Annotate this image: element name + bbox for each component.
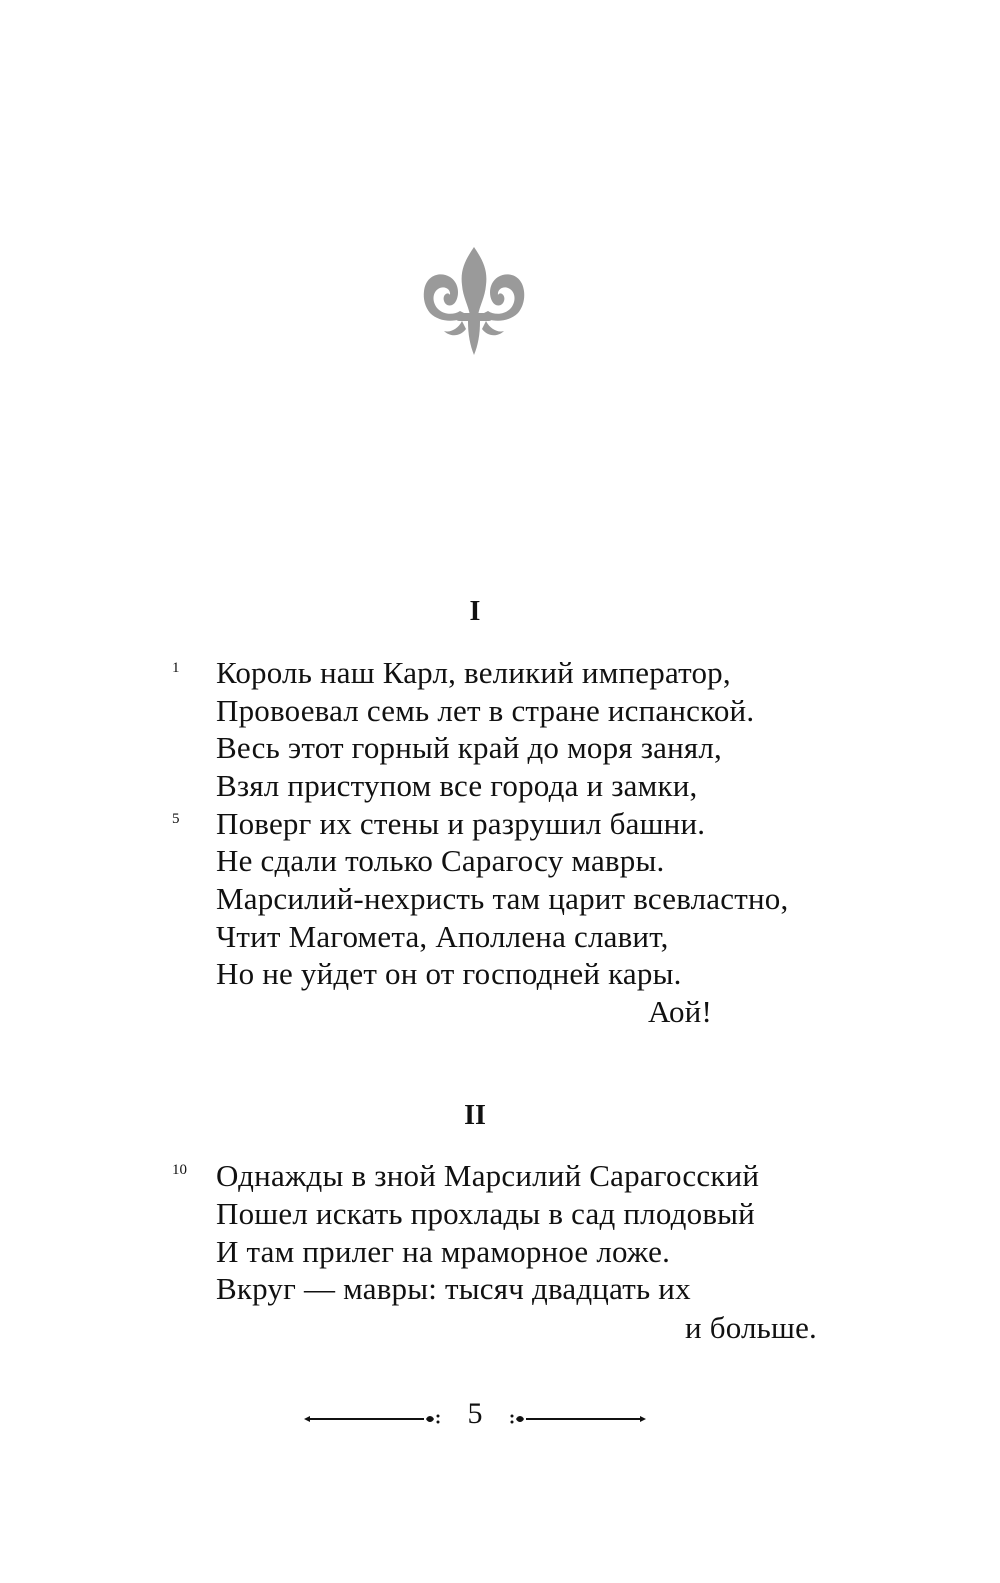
section-heading: II: [464, 1100, 486, 1131]
verse-line: Пошел искать прохлады в сад плодовый: [216, 1196, 755, 1231]
page-number: 5: [467, 1397, 483, 1430]
verse-line: Провоевал семь лет в стране испанской.: [216, 693, 755, 728]
verse-line: Вкруг — мавры: тысяч двадцать их: [216, 1271, 691, 1306]
verse-line: Король наш Карл, великий император,: [216, 655, 731, 690]
verse-line: Взял приступом все города и замки,: [216, 768, 698, 803]
verse-continuation: и больше.: [685, 1310, 817, 1345]
verse-line: И там прилег на мраморное ложе.: [216, 1234, 671, 1269]
page-footer: [300, 1396, 650, 1436]
fleur-de-lis-icon: [420, 245, 528, 357]
verse-line: Не сдали только Сарагосу мавры.: [216, 843, 665, 878]
verse-line: Однажды в зной Марсилий Сарагосский: [216, 1158, 760, 1193]
section-heading: I: [469, 596, 481, 627]
line-number: 1: [172, 660, 180, 676]
verse-line: Весь этот горный край до моря занял,: [216, 730, 722, 765]
verse-line: Марсилий-нехристь там царит всевластно,: [216, 881, 789, 916]
line-number: 10: [172, 1162, 187, 1178]
verse-line: Поверг их стены и разрушил башни.: [216, 806, 706, 841]
refrain: Аой!: [647, 994, 712, 1029]
ornamental-rule-icon: [505, 1414, 650, 1424]
verse-line: Но не уйдет он от господней кары.: [216, 956, 682, 991]
line-number: 5: [172, 811, 180, 827]
verse-line: Чтит Магомета, Аполлена славит,: [216, 919, 669, 954]
